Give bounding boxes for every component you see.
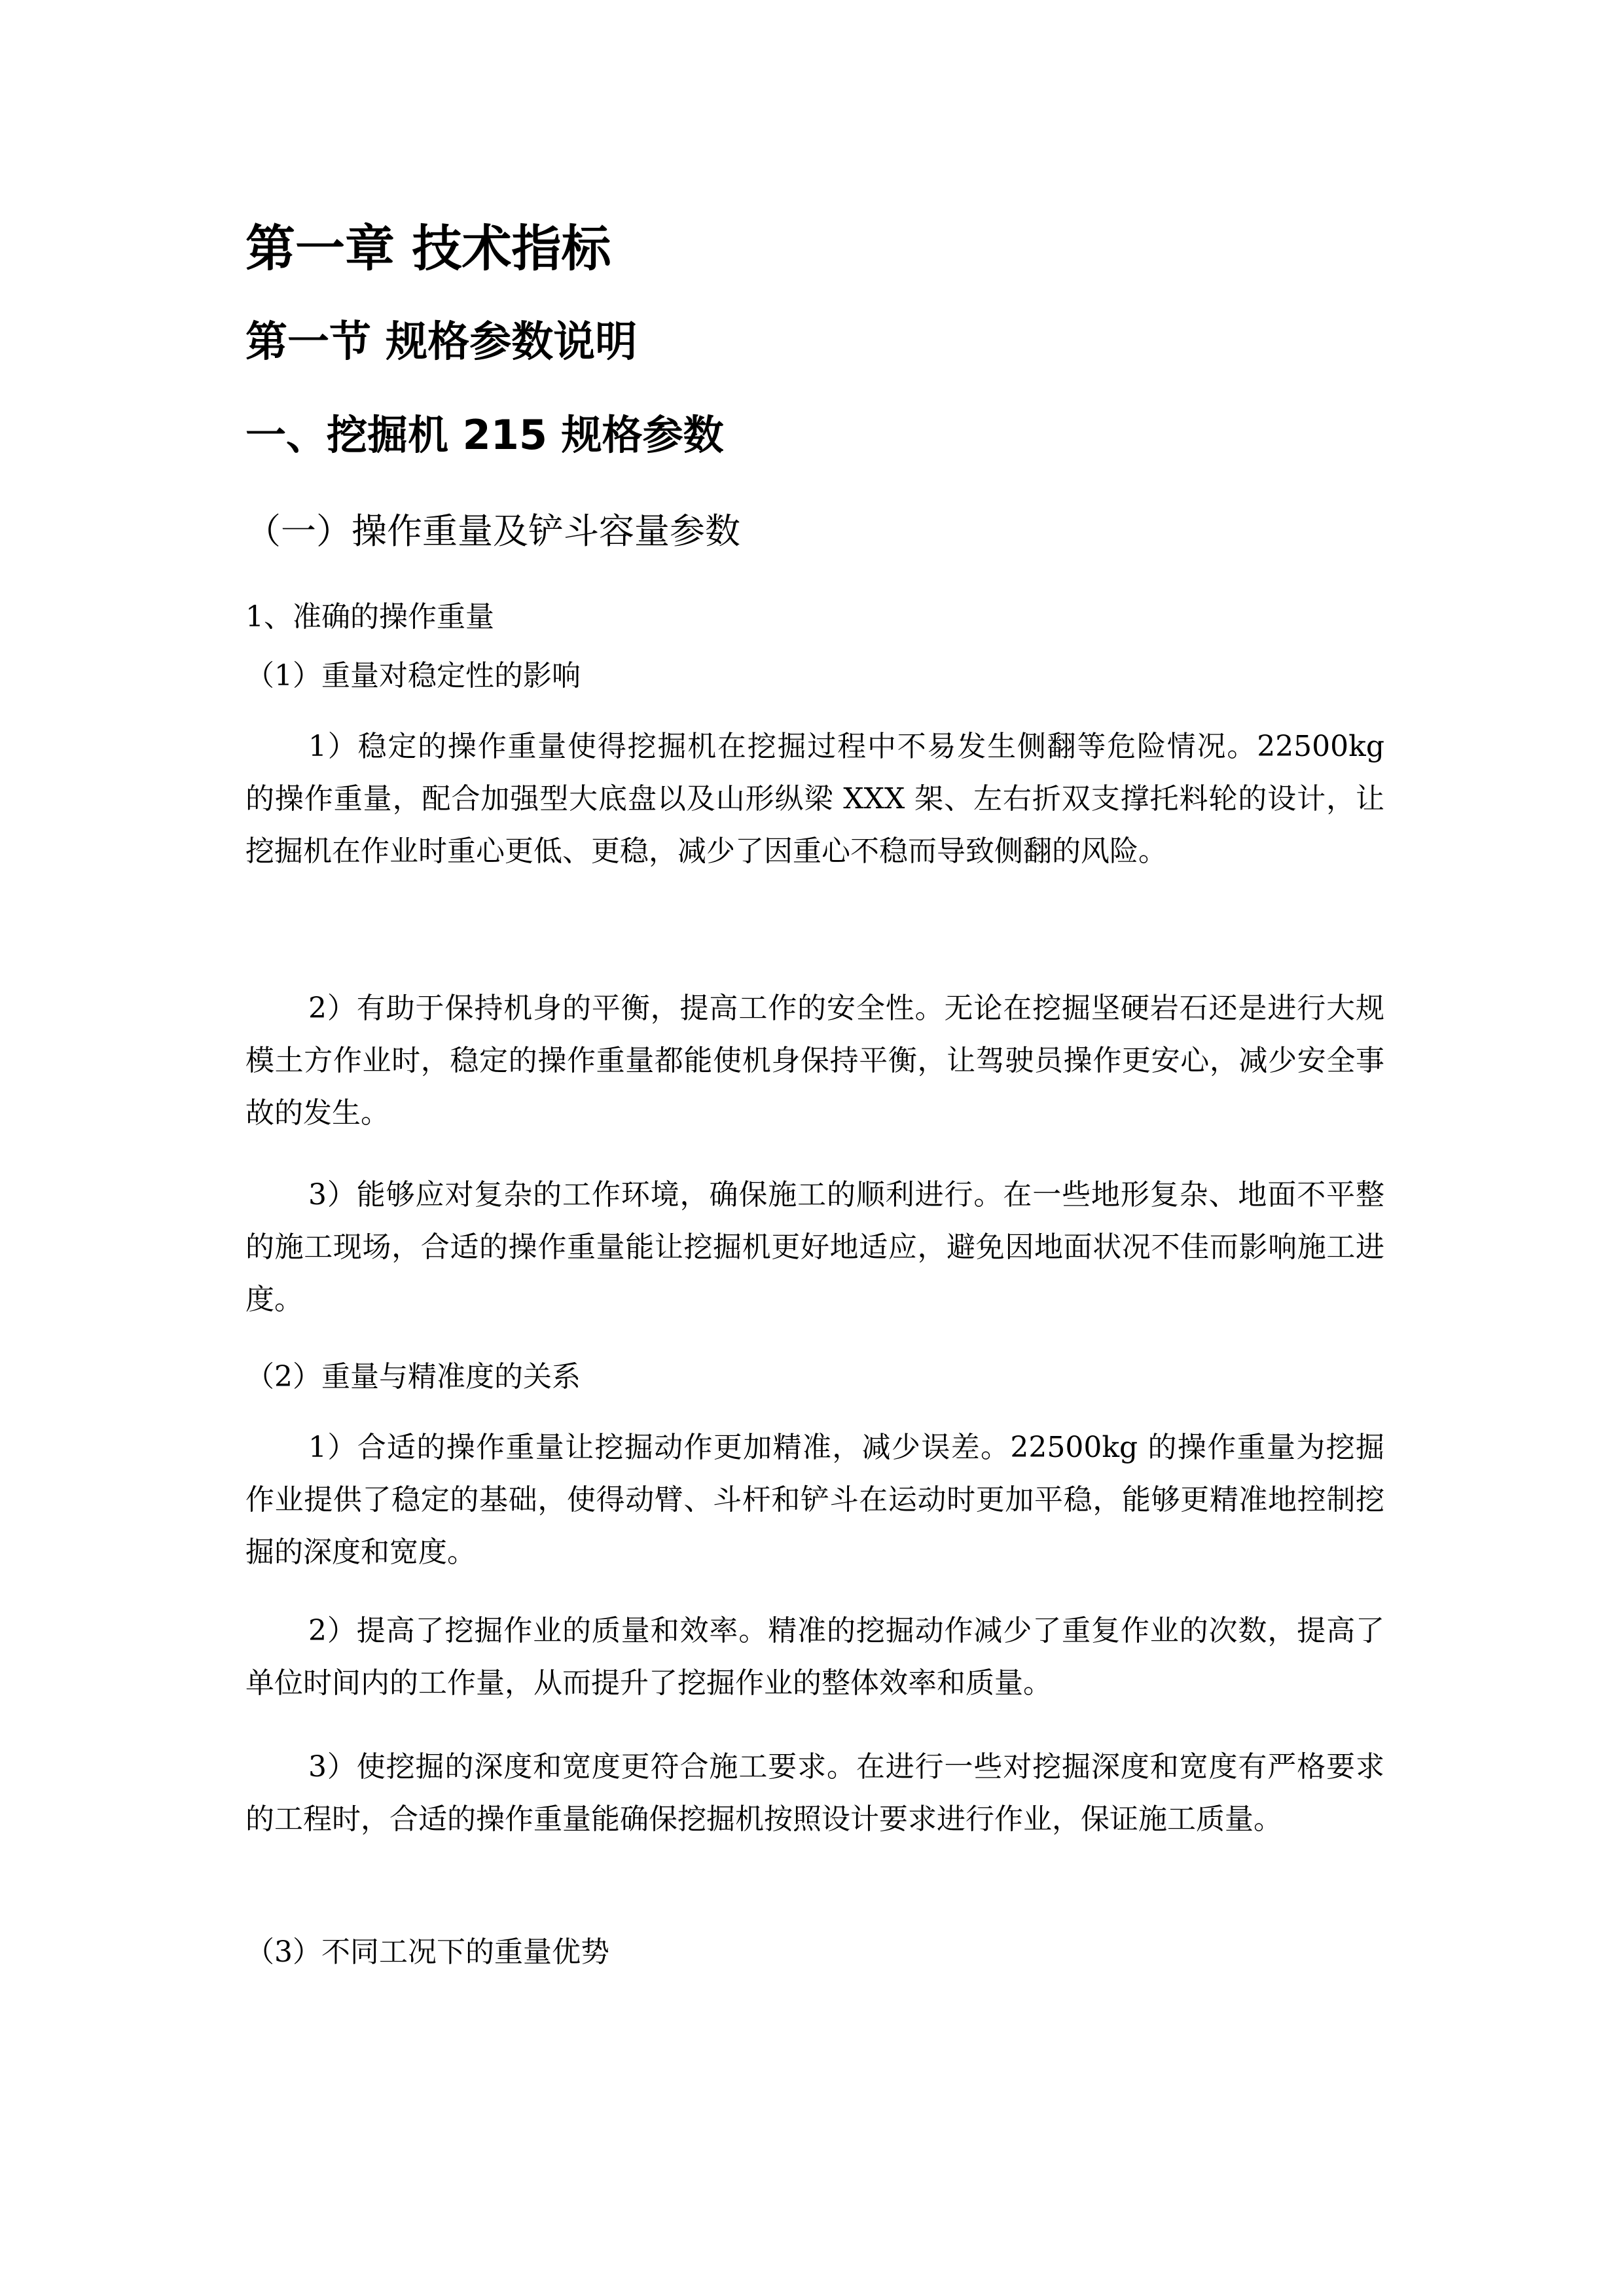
paragraph: 1）合适的操作重量让挖掘动作更加精准，减少误差。22500kg 的操作重量为挖掘作业提供了稳定的基础，使得动臂、斗杆和铲斗在运动时更加平稳，能够更精准地控制挖掘的深度和宽度。 (245, 1431, 1384, 1569)
subitem-title: （2）重量与精准度的关系 (245, 1360, 581, 1393)
paragraph: 3）能够应对复杂的工作环境，确保施工的顺利进行。在一些地形复杂、地面不平整的施工现场，合适的操作重量能让挖掘机更好地适应，避免因地面状况不佳而影响施工进度。 (245, 1178, 1384, 1316)
paragraph: 2）有助于保持机身的平衡，提高工作的安全性。无论在挖掘坚硬岩石还是进行大规模土方作业时，稳定的操作重量都能使机身保持平衡，让驾驶员操作更安心，减少安全事故的发生。 (245, 992, 1384, 1130)
subitem-title: （3）不同工况下的重量优势 (245, 1935, 609, 1969)
paragraph: 1）稳定的操作重量使得挖掘机在挖掘过程中不易发生侧翻等危险情况。22500kg 的操作重量，配合加强型大底盘以及山形纵梁 XXX 架、左右折双支撑托料轮的设计，让挖掘机在作业时重心更低、更稳，减少了因重心不稳而导致侧翻的风险。 (245, 730, 1384, 868)
paragraph: 2）提高了挖掘作业的质量和效率。精准的挖掘动作减少了重复作业的次数，提高了单位时间内的工作量，从而提升了挖掘作业的整体效率和质量。 (245, 1614, 1384, 1700)
subsection-title: 一、挖掘机 215 规格参数 (245, 411, 724, 459)
section-title: 第一节 规格参数说明 (245, 318, 638, 367)
category-title: （一）操作重量及铲斗容量参数 (245, 511, 740, 552)
item-title: 1、准确的操作重量 (245, 600, 494, 634)
paragraph: 3）使挖掘的深度和宽度更符合施工要求。在进行一些对挖掘深度和宽度有严格要求的工程时，合适的操作重量能确保挖掘机按照设计要求进行作业，保证施工质量。 (245, 1750, 1384, 1836)
chapter-title: 第一章 技术指标 (245, 219, 611, 278)
subitem-title: （1）重量对稳定性的影响 (245, 659, 581, 692)
